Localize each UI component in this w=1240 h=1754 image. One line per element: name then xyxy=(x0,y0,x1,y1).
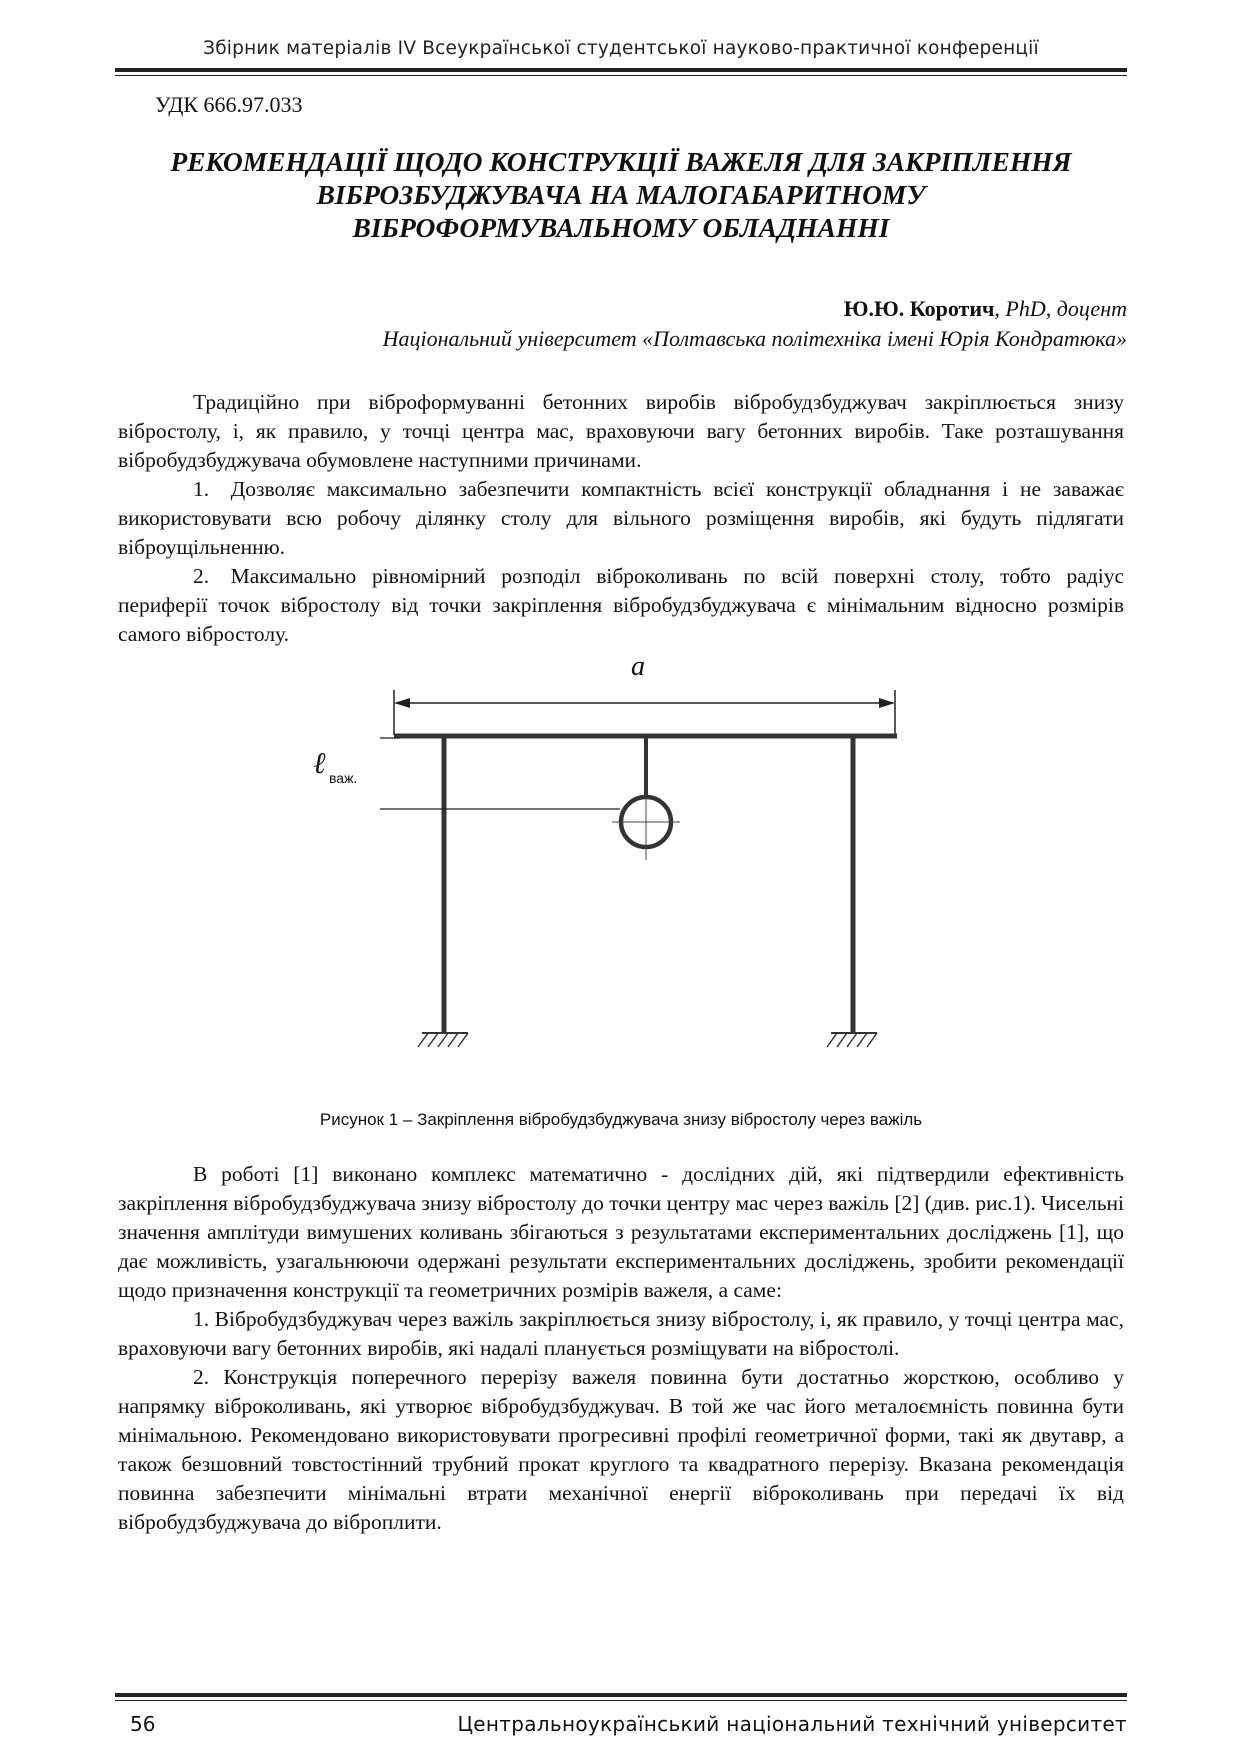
author-affiliation: Національний університет «Полтавська політехніка імені Юрія Кондратюка» xyxy=(382,326,1127,351)
title-line: ВІБРОЗБУДЖУВАЧА НА МАЛОГАБАРИТНОМУ xyxy=(316,179,926,210)
author-degree: , PhD, доцент xyxy=(994,296,1127,321)
page-number: 56 xyxy=(130,1712,156,1736)
paragraph: В роботі [1] виконано комплекс математично - дослідних дій, які підтвердили ефективність закріплення вібробудзбуджувача знизу вібростолу до точки центру мас через важіль [2] (див. рис.1). Чисельні значення амплітуди вимушених коливань збігаються з результатами експериментальних досліджень [1], що дає можливість, узагальнюючи одержані результати експериментальних досліджень, зробити рекомендації щодо призначення конструкції та геометричних розмірів важеля, а саме: xyxy=(118,1162,1124,1302)
support-hatch xyxy=(857,1033,867,1047)
lever-label-svg xyxy=(305,745,375,795)
figure-caption: Рисунок 1 – Закріплення вібробудзбуджувача знизу вібростолу через важіль xyxy=(319,1110,923,1129)
title-line: РЕКОМЕНДАЦІЇ ЩОДО КОНСТРУКЦІЇ ВАЖЕЛЯ ДЛЯ ЗАКРІПЛЕННЯ xyxy=(170,146,1072,177)
support-hatch xyxy=(837,1033,847,1047)
results-section xyxy=(118,1160,1124,1537)
udk-code: УДК 666.97.033 xyxy=(155,92,303,117)
article-title xyxy=(118,145,1124,244)
support-hatch xyxy=(438,1033,448,1047)
list-item: 1. Дозволяє максимально забезпечити компактність всієї конструкції обладнання і не заважає використовувати всю робочу ділянку столу для вільного розміщення виробів, які будуть підлягати віброущільненню. xyxy=(118,477,1124,559)
support-hatch xyxy=(458,1033,468,1047)
list-item: 1. Вібробудзбуджувач через важіль закріплюється знизу вібростолу, і, як правило, у точці центра мас, враховуючи вагу бетонних виробів, які надалі планується розміщувати на вібростолі. xyxy=(118,1307,1124,1360)
title-line: ВІБРОФОРМУВАЛЬНОМУ ОБЛАДНАННІ xyxy=(352,212,890,243)
lever-label-subscript: важ. xyxy=(329,770,358,786)
support-hatch xyxy=(827,1033,837,1047)
header-rule-thin xyxy=(115,75,1127,76)
support-hatch xyxy=(867,1033,877,1047)
lever-label: ℓ xyxy=(313,747,326,780)
footer-institution: Центральноукраїнський національний технічний університет xyxy=(457,1712,1127,1736)
list-item: 2. Конструкція поперечного перерізу важеля повинна бути достатньо жорсткою, особливо у напрямку віброколивань, які утворює вібробудзбуджувач. В той же час його металоємність повинна бути мінімальною. Рекомендовано використовувати прогресивні профілі геометричної форми, такі як двутавр, а також безшовний товстостінний трубний прокат круглого та квадратного перерізу. Вказана рекомендація повинна забезпечити мінімальні втрати механічної енергії віброколивань при передачі їх від вібробудзбуджувача до віброплити. xyxy=(118,1365,1124,1534)
figure-diagram xyxy=(380,655,920,1065)
footer-rule-thin xyxy=(115,1700,1127,1701)
author-line xyxy=(844,296,1127,322)
header-rule-thick xyxy=(115,68,1127,72)
support-hatch xyxy=(428,1033,438,1047)
arrow-right xyxy=(879,698,895,708)
dimension-label-a: a xyxy=(631,655,645,682)
author-name: Ю.Ю. Коротич xyxy=(843,296,995,321)
footer-rule-thick xyxy=(115,1693,1127,1697)
support-hatch xyxy=(418,1033,428,1047)
running-header: Збірник матеріалів IV Всеукраїнської студентської науково-практичної конференції xyxy=(203,38,1039,59)
list-item: 2. Максимально рівномірний розподіл віброколивань по всій поверхні столу, тобто радіус периферії точок вібростолу від точки закріплення вібробудзбуджувача є мінімальним відносно розмірів самого вібростолу. xyxy=(118,564,1124,646)
support-hatch xyxy=(847,1033,857,1047)
paragraph: Традиційно при віброформуванні бетонних виробів вібробудзбуджувач закріплюється знизу вібростолу, і, як правило, у точці центра мас, враховуючи вагу бетонних виробів. Таке розташування вібробудзбуджувача обумовлене наступними причинами. xyxy=(118,390,1124,472)
intro-section xyxy=(118,388,1124,649)
arrow-left xyxy=(394,698,410,708)
support-hatch xyxy=(448,1033,458,1047)
